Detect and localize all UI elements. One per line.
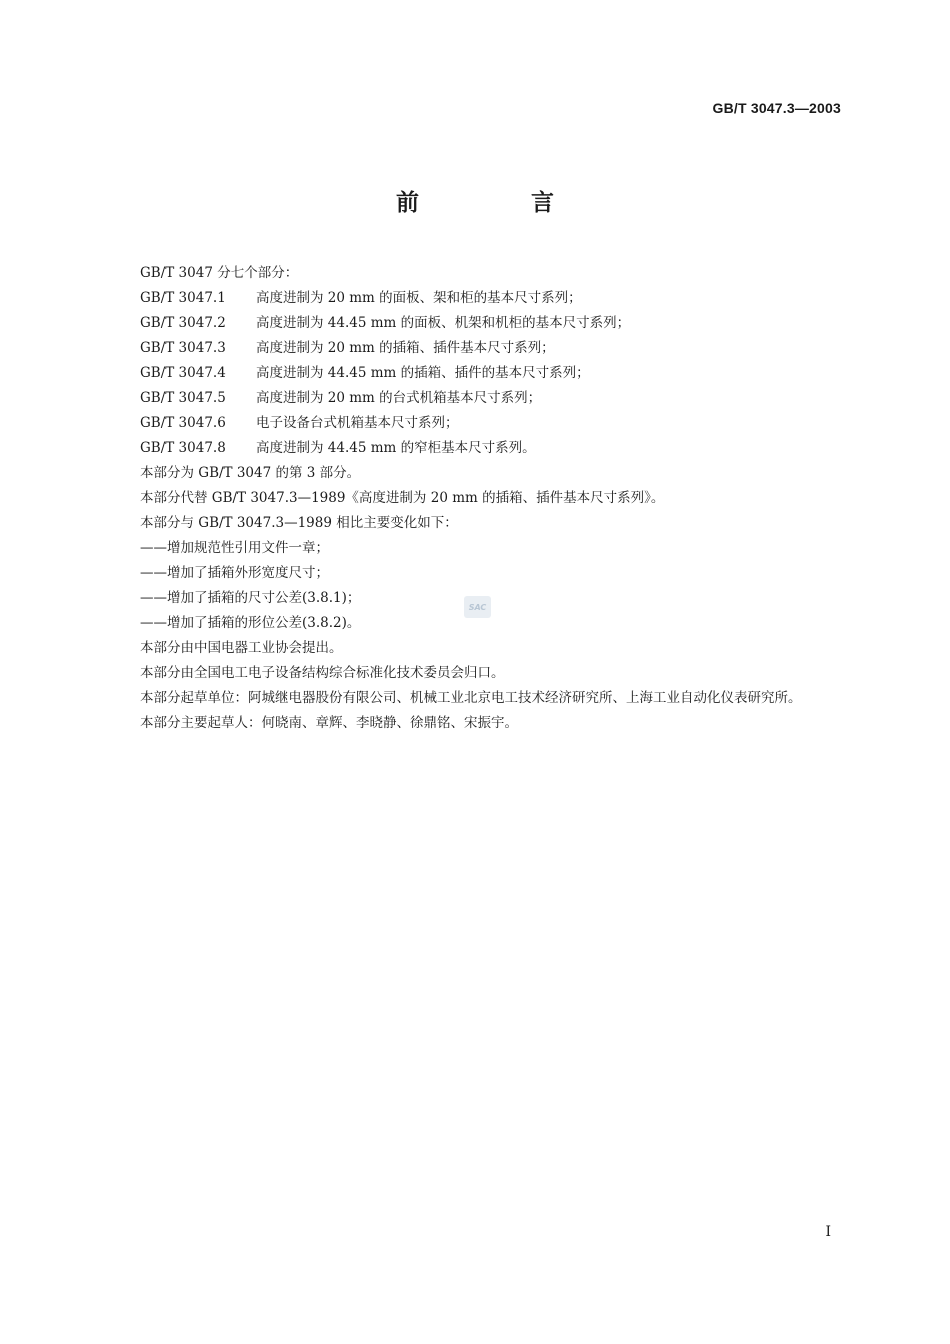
part-code: GB/T 3047.4 (140, 365, 226, 381)
part-item (108, 386, 842, 411)
part-item (108, 411, 842, 436)
part-code: GB/T 3047.2 (140, 315, 226, 331)
page-title: 前 言 (395, 190, 606, 216)
part-code: GB/T 3047.3 (140, 340, 226, 356)
part-text: 高度进制为 44.45 mm 的插箱、插件的基本尺寸系列； (256, 365, 590, 381)
change-item: ——增加了插箱外形宽度尺寸； (140, 565, 329, 581)
change-item: ——增加了插箱的尺寸公差(3.8.1)； (140, 590, 361, 606)
sac-watermark: SAC (464, 596, 491, 618)
part-text: 高度进制为 20 mm 的面板、架和柜的基本尺寸系列； (256, 290, 582, 306)
part-item (108, 311, 842, 336)
part-text: 高度进制为 44.45 mm 的窄柜基本尺寸系列。 (256, 440, 536, 456)
part-code: GB/T 3047.6 (140, 415, 226, 431)
change-item: ——增加了插箱的形位公差(3.8.2)。 (140, 615, 361, 631)
parts-intro: GB/T 3047 分七个部分： (140, 265, 299, 281)
statement: 本部分与 GB/T 3047.3—1989 相比主要变化如下： (140, 515, 458, 531)
closing-statement: 本部分由中国电器工业协会提出。 (140, 640, 343, 656)
part-code: GB/T 3047.8 (140, 440, 226, 456)
part-item (108, 336, 842, 361)
part-code: GB/T 3047.1 (140, 290, 226, 306)
statement: 本部分代替 GB/T 3047.3—1989《高度进制为 20 mm 的插箱、插件基本尺寸系列》。 (140, 490, 665, 506)
part-text: 高度进制为 20 mm 的插箱、插件基本尺寸系列； (256, 340, 555, 356)
page-number: I (825, 1224, 831, 1240)
standard-code: GB/T 3047.3—2003 (712, 100, 841, 116)
part-text: 高度进制为 44.45 mm 的面板、机架和机柜的基本尺寸系列； (256, 315, 631, 331)
part-item (108, 361, 842, 386)
part-item (108, 436, 842, 461)
part-item (108, 286, 842, 311)
change-item: ——增加规范性引用文件一章； (140, 540, 329, 556)
drafters: 本部分主要起草人：何晓南、章辉、李晓静、徐鼎铭、宋振宇。 (140, 715, 518, 731)
closing-statement: 本部分由全国电工电子设备结构综合标准化技术委员会归口。 (140, 665, 505, 681)
document-body (108, 261, 842, 736)
drafting-units: 本部分起草单位：阿城继电器股份有限公司、机械工业北京电工技术经济研究所、上海工业自动化仪表研究所。 (140, 690, 802, 706)
part-text: 高度进制为 20 mm 的台式机箱基本尺寸系列； (256, 390, 542, 406)
part-code: GB/T 3047.5 (140, 390, 226, 406)
statement: 本部分为 GB/T 3047 的第 3 部分。 (140, 465, 361, 481)
part-text: 电子设备台式机箱基本尺寸系列； (256, 415, 459, 431)
